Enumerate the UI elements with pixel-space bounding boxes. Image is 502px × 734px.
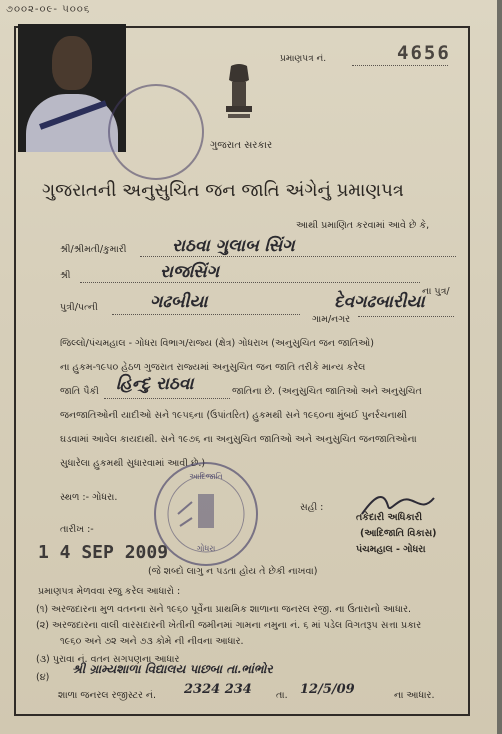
village-rule xyxy=(358,316,454,317)
village-label: ગામ/નગર xyxy=(312,314,351,325)
basis-text: અરજદારના વાલી વારસદારની ખેતીની જમીનમાં ગામના નમુના નં. ૬ માં પડેલ વિગતરૂપ સત્તા પ્રકાર xyxy=(52,620,422,631)
basis-number: (૨) xyxy=(36,620,49,631)
caste-suffix: જાતિના છે. (અનુસુચિત જાતિઓ અને અનુસુચિત xyxy=(232,386,422,397)
officer-dept: (આદિજાતિ વિકાસ) xyxy=(360,528,437,539)
son-suffix: ના પુત્ર/ xyxy=(422,286,450,297)
daughter-wife-label: પુત્રી/પત્ની xyxy=(60,302,98,313)
father-name: રાજસિંગ xyxy=(160,262,220,282)
aadhar-suffix: ના આધાર. xyxy=(394,690,435,701)
gam-value: ગઢબીયા xyxy=(150,292,208,312)
basis-text: ૧૯૬૦ અને ૭૨ અને ૭૩ કોમે ની નીવના આધાર. xyxy=(60,636,244,647)
official-round-stamp xyxy=(154,462,258,566)
ta-label: તા. xyxy=(276,690,288,701)
applicant-name: રાઠવા ગુલાબ સિંગ xyxy=(172,236,295,256)
basis-item xyxy=(60,636,244,647)
honorific-label: શ્રી/શ્રીમતી/કુમારી xyxy=(60,244,127,255)
place-label: સ્થળ :- ગોધરા. xyxy=(60,492,118,503)
government-label: ગુજરાત સરકાર xyxy=(210,140,273,151)
basis-number: (૪) xyxy=(36,672,50,683)
certificate-no-label: પ્રમાણપત્ર નં. xyxy=(280,54,327,64)
certificate-no-rule xyxy=(352,65,448,66)
signature-label: સહી : xyxy=(300,502,324,513)
school-name: શ્રી ગ્રામ્યશાળા વિદ્યાલય પાછબા તા.ભાંભોર xyxy=(72,662,273,676)
basis-number: (૧) xyxy=(36,604,49,615)
photo-seal-icon xyxy=(108,84,204,180)
caste-rule xyxy=(104,398,230,399)
date-label: તારીખ :- xyxy=(60,524,94,535)
national-emblem-icon xyxy=(218,62,260,130)
caste-value: હિન્દુ રાઠવા xyxy=(116,374,194,394)
intro-text: આથી પ્રમાણિત કરવામાં આવે છે કે, xyxy=(296,220,430,231)
photo-face xyxy=(52,36,92,90)
shri-label: શ્રી xyxy=(60,270,71,281)
father-rule xyxy=(80,282,420,283)
stamp-bottom-text: ગોધરા xyxy=(196,544,216,553)
officer-place: પંચમહાલ - ગોધરા xyxy=(356,544,426,555)
notice-line-b: ઘડવામાં આવેલ કાયદાથી. સને ૧૯૭૬ ના અનુસુચિત જાતિઓ અને અનુસુચિત જનજાતિઓના xyxy=(60,434,417,445)
basis-item xyxy=(36,672,49,683)
stamp-text: આદિજાતિ xyxy=(189,472,223,481)
notice-line-a: જનજાતિઓની યાદીઓ સને ૧૯૫૬ના (ઉપાંતરિત) હુકમથી સને ૧૯૬૦ના મુંબઈ પુનર્રચનાથી xyxy=(60,410,407,421)
basis-number: (૩) xyxy=(36,654,50,665)
document-title: ગુજરાતની અનુસુચિત જન જાતિ અંગેનું પ્રમાણપત્ર xyxy=(42,180,404,201)
strike-note: (જે શબ્દો લાગુ ન પડતા હોય તે છેકી નાખવા) xyxy=(148,566,318,577)
certificate-number: 4656 xyxy=(397,42,451,64)
order-line: ના હુકમ-૧૯૫૦ હેઠળ ગુજરાત રાજ્યમાં અનુસુચિત જન જાતિ તરીકે માન્ય કરેલ xyxy=(60,362,366,373)
basis-text: અરજદારના મુળ વતનના સને ૧૯૬૦ પૂર્વેના પ્રાથમિક શાળાના જનરલ રજી. ના ઉતારાનો આધાર. xyxy=(51,604,412,615)
basis-item xyxy=(58,690,156,701)
name-rule xyxy=(140,256,456,257)
district-line: જિલ્લો/પંચમહાલ - ગોધરા વિભાગ/રાજ્ય (ક્ષેત્ર) ગોધરાખ (અનુસુચિત જન જાતિઓ) xyxy=(60,338,374,349)
basis-item xyxy=(36,620,421,631)
register-date: 12/5/09 xyxy=(300,682,355,697)
basis-item xyxy=(36,604,411,615)
top-number: ૭૦૦૨-૦૯- ૫૦૦૬ xyxy=(6,4,91,15)
officer-title: તકેદારી અધિકારી xyxy=(356,512,423,523)
caste-label: જાતિ પૈકી xyxy=(60,386,99,397)
basis-text: શાળા જનરલ રજીસ્ટર નં. xyxy=(58,690,157,701)
register-number: 2324 234 xyxy=(184,682,252,697)
basis-text: પુરાવા નં. વતન સગપણના આધાર xyxy=(52,654,180,665)
basis-heading: પ્રમાણપત્ર મેળવવા રજુ કરેલ આધારો : xyxy=(38,586,181,597)
village-value: દેવગઢબારીયા xyxy=(334,292,425,312)
issue-date: 1 4 SEP 2009 xyxy=(38,542,169,563)
gam-rule xyxy=(112,314,300,315)
notice-line-c: સુધારેલા હુકમથી સુધારવામાં આવી છે.) xyxy=(60,458,206,469)
